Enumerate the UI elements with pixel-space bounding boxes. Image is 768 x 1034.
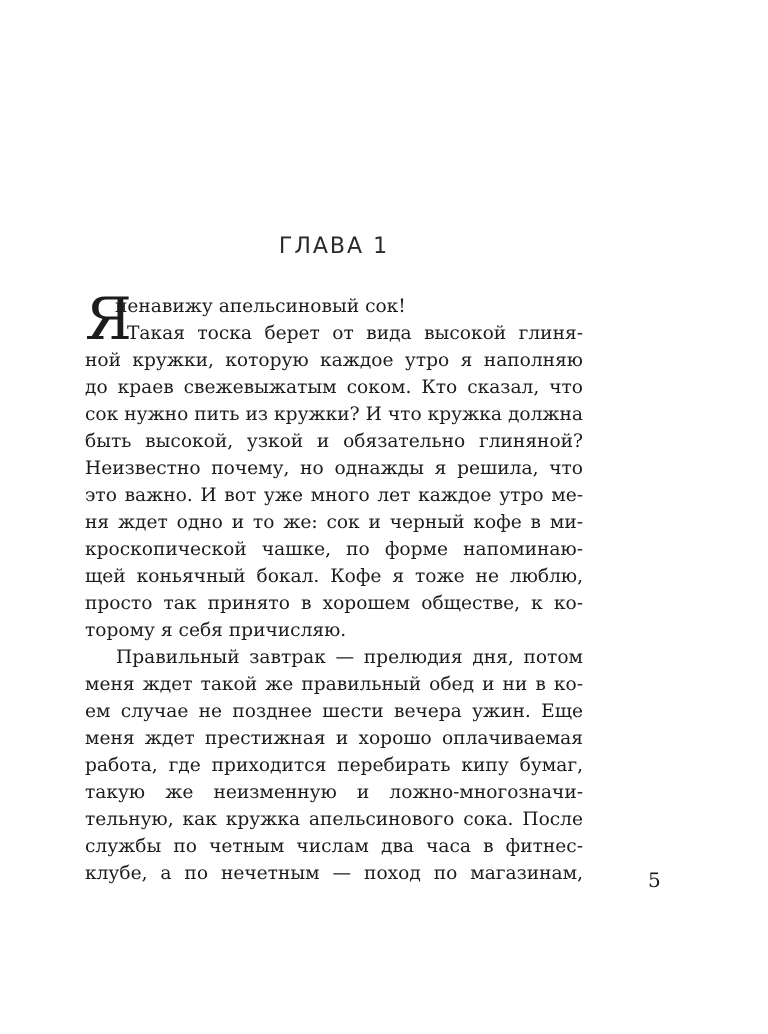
text-line: ем случае не позднее шести вечера ужин. Еще (85, 701, 583, 722)
text-line: ной кружки, которую каждое утро я наполняю (85, 350, 583, 371)
text-line: до краев свежевыжатым соком. Кто сказал, что (85, 377, 583, 398)
text-line: Такая тоска берет от вида высокой глиня- (127, 323, 583, 344)
text-line: ня ждет одно и то же: сок и черный кофе в ми- (85, 512, 583, 533)
text-line: это важно. И вот уже много лет каждое утро ме- (85, 485, 583, 506)
text-line: щей коньячный бокал. Кофе я тоже не люблю, (85, 566, 583, 587)
text-line: ненавижу апельсиновый сок! (115, 296, 406, 317)
text-line: тельную, как кружка апельсинового сока. После (85, 809, 583, 830)
text-line: быть высокой, узкой и обязательно глиняной? (85, 431, 583, 452)
text-line: сок нужно пить из кружки? И что кружка должна (85, 404, 583, 425)
text-line: меня ждет престижная и хорошо оплачиваемая (85, 728, 583, 749)
drop-cap: Я (85, 285, 132, 353)
body-text (85, 285, 583, 887)
text-line: службы по четным числам два часа в фитнес- (85, 836, 583, 857)
text-line: Правильный завтрак — прелюдия дня, потом (116, 647, 583, 668)
chapter-title: ГЛАВА 1 (278, 234, 390, 259)
text-line: торому я себя причисляю. (85, 620, 347, 641)
text-line: такую же неизменную и ложно-многозначи- (85, 782, 583, 803)
text-line: работа, где приходится перебирать кипу бумаг, (85, 755, 583, 776)
text-line: клубе, а по нечетным — поход по магазинам, (85, 863, 583, 884)
text-line: меня ждет такой же правильный обед и ни в ко- (85, 674, 583, 695)
page-number: 5 (648, 868, 661, 892)
text-line: просто так принято в хорошем обществе, к ко- (85, 593, 583, 614)
text-line: кроскопической чашке, по форме напоминаю- (85, 539, 583, 560)
text-line: Неизвестно почему, но однажды я решила, что (85, 458, 583, 479)
